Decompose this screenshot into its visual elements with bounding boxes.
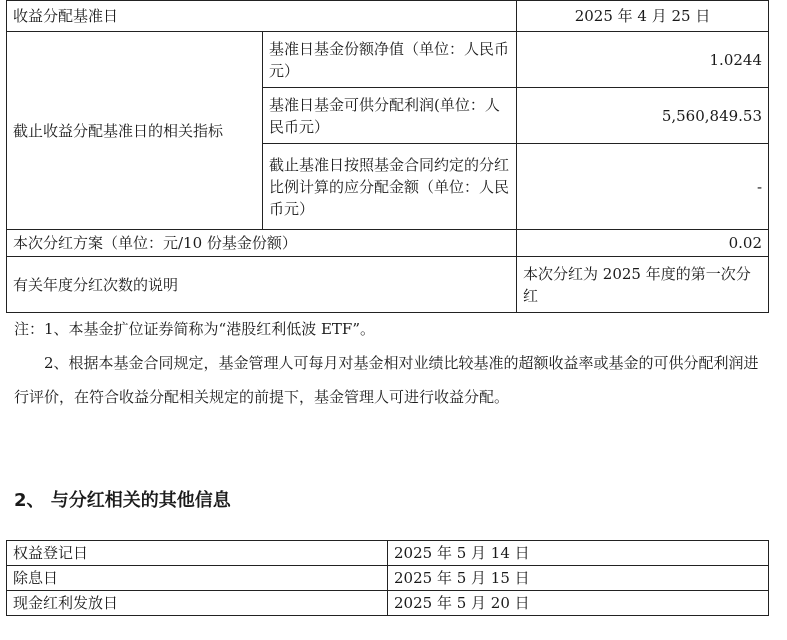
due-amount-value: - (517, 144, 769, 230)
payment-date-label: 现金红利发放日 (7, 591, 388, 616)
profit-value: 5,560,849.53 (517, 88, 769, 144)
payment-date-value: 2025 年 5 月 20 日 (388, 591, 769, 616)
table-row (7, 257, 769, 313)
record-date-value: 2025 年 5 月 14 日 (388, 541, 769, 566)
note-2: 2、根据本基金合同规定，基金管理人可每月对基金相对业绩比较基准的超额收益率或基金的可供分配利润进行评价，在符合收益分配相关规定的前提下，基金管理人可进行收益分配。 (14, 354, 759, 406)
base-date-label: 收益分配基准日 (7, 1, 517, 32)
nav-label: 基准日基金份额净值（单位：人民币元） (263, 32, 517, 88)
table-row (7, 32, 769, 88)
record-date-label: 权益登记日 (7, 541, 388, 566)
profit-label: 基准日基金可供分配利润(单位：人民币元） (263, 88, 517, 144)
due-amount-label: 截止基准日按照基金合同约定的分红比例计算的应分配金额（单位：人民币元） (263, 144, 517, 230)
count-label: 有关年度分红次数的说明 (7, 257, 517, 313)
table-row (7, 1, 769, 32)
indicators-label: 截止收益分配基准日的相关指标 (7, 32, 263, 230)
dates-table (6, 540, 769, 616)
table-row (7, 566, 769, 591)
table-row (7, 591, 769, 616)
count-value: 本次分红为 2025 年度的第一次分红 (517, 257, 769, 313)
note-1: 注：1、本基金扩位证券简称为“港股红利低波 ETF”。 (14, 320, 376, 338)
table-row (7, 541, 769, 566)
table-row (7, 230, 769, 257)
nav-value: 1.0244 (517, 32, 769, 88)
distribution-table (6, 0, 769, 313)
plan-label: 本次分红方案（单位：元/10 份基金份额） (7, 230, 517, 257)
section-title: 2、 与分红相关的其他信息 (14, 490, 231, 511)
plan-value: 0.02 (517, 230, 769, 257)
base-date-value: 2025 年 4 月 25 日 (517, 1, 769, 32)
ex-dividend-date-label: 除息日 (7, 566, 388, 591)
ex-dividend-date-value: 2025 年 5 月 15 日 (388, 566, 769, 591)
